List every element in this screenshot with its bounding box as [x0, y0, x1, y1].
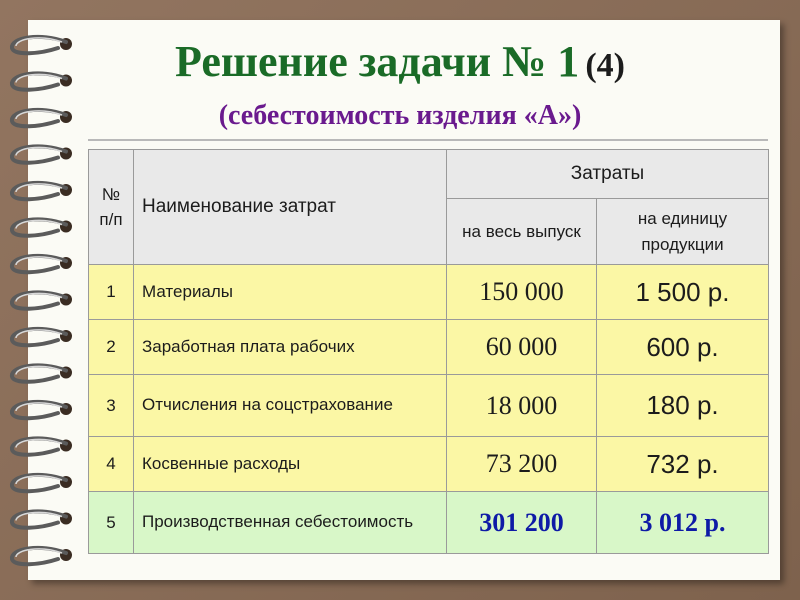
row-unit: 732 р.	[597, 437, 769, 492]
table-header-row	[89, 150, 769, 199]
cost-table	[88, 149, 769, 554]
title-suffix: (4)	[585, 47, 625, 84]
spiral-ring-icon	[12, 402, 72, 418]
spiral-ring-icon	[12, 183, 72, 199]
header-per-unit: на единицу продукции	[597, 199, 769, 265]
table-row	[89, 437, 769, 492]
spiral-ring-icon	[12, 219, 72, 235]
spiral-ring-icon	[12, 438, 72, 454]
row-name: Заработная плата рабочих	[134, 320, 447, 375]
spiral-ring-icon	[12, 146, 72, 162]
row-total: 60 000	[447, 320, 597, 375]
table-total-row	[89, 492, 769, 554]
table-row	[89, 320, 769, 375]
spiral-ring-icon	[12, 256, 72, 272]
header-costs-group: Затраты	[447, 150, 769, 199]
title-divider	[88, 139, 768, 141]
row-name: Производственная себестоимость	[134, 492, 447, 554]
row-name: Косвенные расходы	[134, 437, 447, 492]
table-row	[89, 375, 769, 437]
row-number: 5	[89, 492, 134, 554]
row-unit: 1 500 р.	[597, 265, 769, 320]
spiral-ring-icon	[12, 292, 72, 308]
spiral-ring-icon	[12, 548, 72, 564]
row-name: Отчисления на соцстрахование	[134, 375, 447, 437]
row-total: 301 200	[447, 492, 597, 554]
header-name: Наименование затрат	[134, 150, 447, 265]
row-number: 1	[89, 265, 134, 320]
row-name: Материалы	[134, 265, 447, 320]
slide-subtitle: (себестоимость изделия «А»)	[218, 100, 582, 131]
title-main: Решение задачи № 1	[175, 37, 580, 86]
row-total: 150 000	[447, 265, 597, 320]
spiral-ring-icon	[12, 365, 72, 381]
table-row	[89, 265, 769, 320]
header-total-output: на весь выпуск	[447, 199, 597, 265]
row-unit: 180 р.	[597, 375, 769, 437]
row-unit: 3 012 р.	[597, 492, 769, 554]
header-number: № п/п	[89, 150, 134, 265]
row-number: 2	[89, 320, 134, 375]
row-unit: 600 р.	[597, 320, 769, 375]
spiral-ring-icon	[12, 475, 72, 491]
row-number: 4	[89, 437, 134, 492]
row-total: 18 000	[447, 375, 597, 437]
spiral-ring-icon	[12, 329, 72, 345]
spiral-ring-icon	[12, 511, 72, 527]
row-total: 73 200	[447, 437, 597, 492]
slide-title	[0, 37, 800, 86]
row-number: 3	[89, 375, 134, 437]
